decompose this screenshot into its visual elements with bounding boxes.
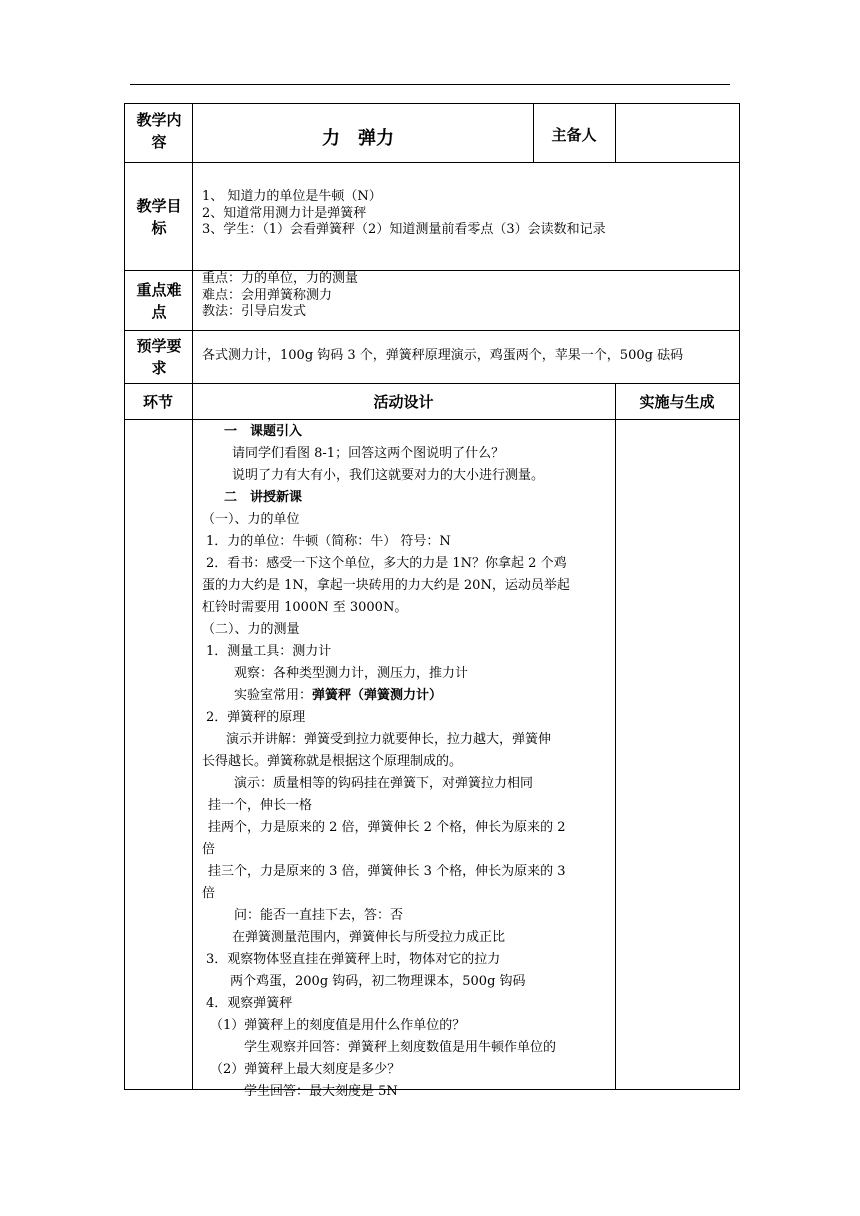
activity-line [202,641,614,663]
activity-line-text: 1．测量工具：测力计 [206,644,332,659]
focus-line: 教法：引导启发式 [202,304,307,319]
activity-line-text: （1）弹簧秤上的刻度值是用什么作单位的？ [210,1018,466,1033]
activity-line-text: 3．观察物体竖直挂在弹簧秤上时，物体对它的拉力 [206,952,501,967]
activity-line [202,773,614,795]
activity-line [202,1037,614,1059]
row-divider [124,330,740,331]
focus-line: 重点：力的单位，力的测量 [202,271,359,286]
goal-line: 1、 知道力的单位是牛顿（N） [202,189,382,204]
activity-line-text: 演示并讲解：弹簧受到拉力就要伸长，拉力越大，弹簧伸 [226,732,552,747]
row-divider [124,162,740,163]
activity-line [202,531,614,553]
activity-line-text: 演示：质量相等的钩码挂在弹簧下，对弹簧拉力相同 [234,776,534,791]
header-rule [130,84,730,85]
preparer-label: 主备人 [551,126,597,144]
column-header-section: 环节 [142,393,173,411]
table-border-left [124,103,125,1090]
activity-line-text: 蛋的力大约是 1N，拿起一块砖用的力大约是 20N，运动员举起 [202,578,570,593]
activity-line-text: 两个鸡蛋，200g 钩码，初二物理课本，500g 钩码 [230,974,526,989]
activity-line-text: 一 课题引入 [224,424,303,439]
row-label-goals: 教学目标 [136,197,182,237]
activity-line-text: 请同学们看图 8-1；回答这两个图说明了什么？ [232,446,505,461]
activity-line [202,619,614,641]
activity-line [202,861,614,883]
activity-line-text: 在弹簧测量范围内，弹簧伸长与所受拉力成正比 [232,930,506,945]
activity-line [202,553,614,575]
focus-line: 难点：会用弹簧称测力 [202,287,333,303]
activity-line [202,795,614,817]
column-divider [533,103,534,162]
activity-line [202,1015,614,1037]
activity-line [202,971,614,993]
activity-line [202,509,614,531]
column-header-activity: 活动设计 [373,393,434,411]
activity-line [202,1081,614,1103]
column-divider [615,103,616,162]
activity-line [202,465,614,487]
activity-line-text: 学生回答：最大刻度是 5N [244,1084,398,1099]
activity-line-text: 2．看书：感受一下这个单位，多大的力是 1N？你拿起 2 个鸡 [206,556,567,571]
row-label-prep: 预学要求 [136,337,182,377]
activity-line [202,575,614,597]
activity-line-text: 倍 [202,886,216,901]
activity-line-text: 挂一个，伸长一格 [208,798,313,813]
table-border-right [739,103,740,1090]
activity-line-text: 1．力的单位：牛顿（简称：牛） 符号：N [206,534,451,549]
activity-line [202,839,614,861]
goal-line: 2、知道常用测力计是弹簧秤 [202,205,367,221]
prep-text: 各式测力计，100g 钩码 3 个，弹簧秤原理演示，鸡蛋两个，苹果一个，500g 砝码 [202,348,684,363]
row-divider [124,419,740,420]
activity-line-text: 观察：各种类型测力计，测压力，推力计 [234,666,469,681]
focus-text [202,271,358,321]
activity-line-text: 学生观察并回答：弹簧秤上刻度数值是用牛顿作单位的 [244,1040,557,1055]
activity-line-text: 问：能否一直挂下去，答：否 [234,908,404,923]
activity-line [202,707,614,729]
activity-line-text: 说明了力有大有小，我们这就要对力的大小进行测量。 [232,468,545,483]
activity-line [202,751,614,773]
activity-line [202,597,614,619]
activity-line [202,817,614,839]
activity-line-text: 挂两个，力是原来的 2 倍，弹簧伸长 2 个格，伸长为原来的 2 [208,820,566,835]
column-divider [615,383,616,1090]
activity-line-text: 二 讲授新课 [224,490,303,505]
activity-line [202,927,614,949]
activity-line [202,421,614,443]
activity-line-emphasis: 弹簧秤（弹簧测力计） [312,688,443,703]
activity-line [202,993,614,1015]
table-border-top [124,103,740,104]
lesson-title: 力 弹力 [322,128,394,149]
row-label-focus: 重点难点 [136,281,182,321]
activity-line [202,443,614,465]
activity-line-text: （2）弹簧秤上最大刻度是多少？ [210,1062,401,1077]
activity-design-text [202,421,614,1103]
activity-line-text: 杠铃时需要用 1000N 至 3000N。 [202,600,408,615]
activity-line [202,883,614,905]
activity-line-text: 实验室常用： [234,688,313,703]
column-header-implementation: 实施与生成 [639,393,715,411]
activity-line [202,905,614,927]
activity-line [202,663,614,685]
activity-line [202,487,614,509]
row-divider [124,383,740,384]
activity-line [202,729,614,751]
activity-line-text: 长得越长。弹簧称就是根据这个原理制成的。 [202,754,463,769]
goal-line: 3、学生：（1）会看弹簧秤（2）知道测量前看零点（3）会读数和记录 [202,222,606,237]
activity-line [202,949,614,971]
activity-line-text: 挂三个，力是原来的 3 倍，弹簧伸长 3 个格，伸长为原来的 3 [208,864,566,879]
goals-text [202,189,606,239]
activity-line-text: 倍 [202,842,216,857]
activity-line [202,1059,614,1081]
activity-line-text: （二）、力的测量 [202,622,300,637]
column-divider [192,103,193,1090]
activity-line-text: 2．弹簧秤的原理 [206,710,306,725]
activity-line-text: （一）、力的单位 [202,512,300,527]
activity-line-text: 4．观察弹簧秤 [206,996,293,1011]
row-label-content: 教学内容 [136,111,182,151]
activity-line [202,685,614,707]
